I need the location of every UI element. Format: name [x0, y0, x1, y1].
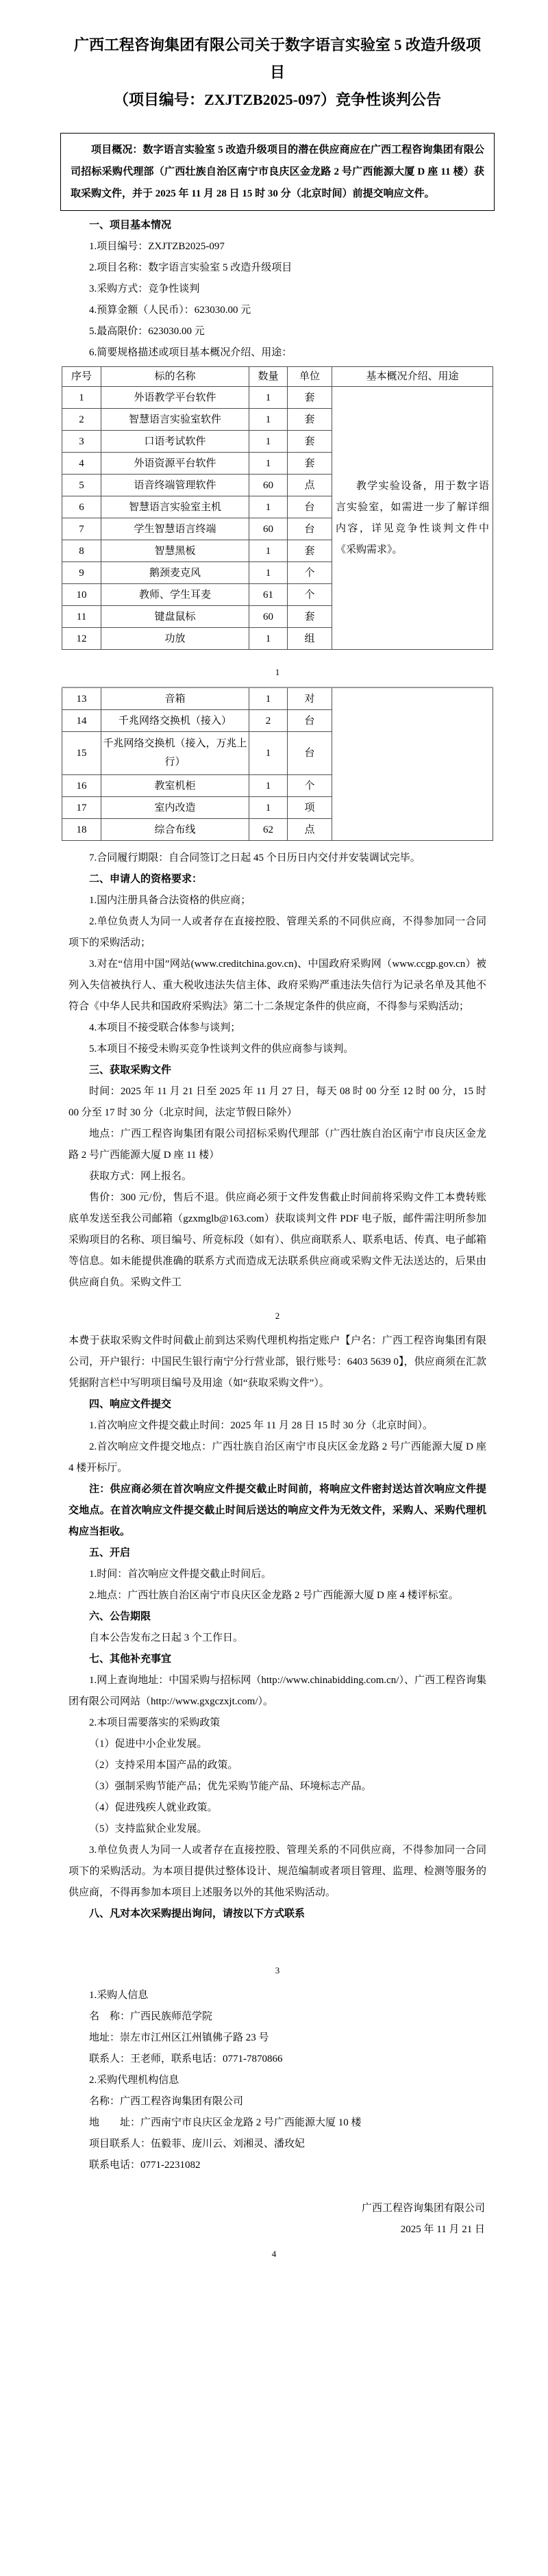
table-header-row [62, 367, 493, 387]
para-obtain-method: 获取方式：网上报名。 [89, 1171, 192, 1182]
para-budget-amount: 4.预算金额（人民币）：623030.00 元 [89, 305, 251, 316]
table-cell-qty: 1 [249, 409, 288, 431]
section-5-heading: 五、开启 [89, 1548, 131, 1558]
table-cell-no: 16 [62, 775, 101, 797]
table-cell-name: 室内改造 [101, 797, 249, 819]
section-8-heading: 八、凡对本次采购提出询问，请按以下方式联系 [89, 1908, 306, 1919]
para-open-place: 2.地点：广西壮族自治区南宁市良庆区金龙路 2 号广西能源大厦 D 座 4 楼评标室。 [89, 1590, 459, 1601]
section-2-heading: 二、申请人的资格要求： [89, 874, 203, 885]
table-cell-name: 学生智慧语言终端 [101, 518, 249, 540]
items-table-page1 [62, 366, 493, 650]
col-header-desc: 基本概况介绍、用途 [332, 367, 493, 387]
para-agent-address: 地 址：广西南宁市良庆区金龙路 2 号广西能源大厦 10 楼 [89, 2117, 362, 2128]
para-price-part2: 本费于获取采购文件时间截止前到达采购代理机构指定账户【户名：广西工程咨询集团有限公司，开户银行：中国民生银行南宁分行营业部，银行账号：6403 5639 0】，供应商须在汇款凭据附言栏中写明项目编号及用途（如“获取采购文件”）。 [68, 1335, 486, 1389]
table-note-text: 教学实验设备，用于数字语言实验室，如需进一步了解详细内容，详见竞争性谈判文件中《采购需求》。 [336, 480, 489, 555]
table-cell-no: 2 [62, 409, 101, 431]
para-buyer-address: 地址：崇左市江州区江州镇佛子路 23 号 [89, 2032, 269, 2043]
para-other-1: 1.网上查询地址：中国采购与招标网（http://www.chinabidding.com.cn/）、广西工程咨询集团有限公司网站（http://www.gxgczxjt.com/）。 [68, 1675, 486, 1707]
table-cell-no: 1 [62, 387, 101, 409]
table-cell-unit: 套 [288, 409, 332, 431]
table-cell-qty: 1 [249, 775, 288, 797]
table-cell-unit: 项 [288, 797, 332, 819]
table-cell-qty: 1 [249, 628, 288, 650]
table-cell-unit: 个 [288, 562, 332, 584]
para-submit-place: 2.首次响应文件提交地点：广西壮族自治区南宁市良庆区金龙路 2 号广西能源大厦 D 座 4 楼开标厅。 [68, 1441, 486, 1474]
table-row [62, 687, 493, 710]
table-cell-name: 教室机柜 [101, 775, 249, 797]
para-policy-2: （2）支持采用本国产品的政策。 [89, 1760, 238, 1771]
table-cell-name: 音箱 [101, 687, 249, 710]
table-cell-unit: 个 [288, 584, 332, 606]
col-header-qty: 数量 [249, 367, 288, 387]
table-cell-unit: 组 [288, 628, 332, 650]
table-cell-qty: 1 [249, 797, 288, 819]
para-open-time: 1.时间：首次响应文件提交截止时间后。 [89, 1569, 272, 1580]
table-cell-unit: 套 [288, 453, 332, 475]
para-agent-name: 名称：广西工程咨询集团有限公司 [89, 2096, 244, 2107]
table-cell-no: 4 [62, 453, 101, 475]
para-price-ceiling: 5.最高限价：623030.00 元 [89, 326, 205, 337]
table-cell-unit: 套 [288, 387, 332, 409]
col-header-name: 标的名称 [101, 367, 249, 387]
table-cell-no: 18 [62, 819, 101, 841]
para-qualification-4: 4.本项目不接受联合体参与谈判； [89, 1022, 241, 1033]
para-other-2: 2.本项目需要落实的采购政策 [89, 1717, 221, 1728]
table-cell-qty: 1 [249, 562, 288, 584]
page-number-3: 3 [275, 1965, 280, 1975]
para-spec-intro: 6.简要规格描述或项目基本概况介绍、用途： [89, 347, 292, 358]
table-cell-unit: 点 [288, 819, 332, 841]
project-overview-text: 项目概况：数字语言实验室 5 改造升级项目的潜在供应商应在广西工程咨询集团有限公司招标采购代理部（广西壮族自治区南宁市良庆区金龙路 2 号广西能源大厦 D 座 11 楼）获取采购文件，并于 2025 年 11 月 28 日 15 时 30 分（北京时间）前提交响应文件。 [71, 144, 484, 199]
table-cell-qty: 1 [249, 453, 288, 475]
section-4-heading: 四、响应文件提交 [89, 1399, 172, 1410]
para-policy-3: （3）强制采购节能产品；优先采购节能产品、环境标志产品。 [89, 1781, 372, 1792]
items-table-page2 [62, 687, 493, 841]
para-qualification-3: 3.对在“信用中国”网站(www.creditchina.gov.cn)、中国政府采购网（www.ccgp.gov.cn）被列入失信被执行人、重大税收违法失信主体、政府采购严重违法失信行为记录名单及其他不符合《中华人民共和国政府采购法》第二十二条规定条件的供应商，不得参与采购活动； [68, 959, 486, 1012]
para-policy-1: （1）促进中小企业发展。 [89, 1739, 208, 1750]
para-submit-note: 注：供应商必须在首次响应文件提交截止时间前，将响应文件密封送达首次响应文件提交地点。在首次响应文件提交截止时间后送达的响应文件为无效文件，采购人、采购代理机构应当拒收。 [68, 1484, 486, 1537]
section-7-heading: 七、其他补充事宜 [89, 1654, 172, 1665]
para-project-name: 2.项目名称：数字语言实验室 5 改造升级项目 [89, 262, 292, 273]
para-price-part1: 售价：300 元/份，售后不退。供应商必须于文件发售截止时间前将采购文件工本费转账底单发送至我公司邮箱（gzxmglb@163.com）获取谈判文件 PDF 电子版，邮件需注明所参加采购项目的名称、项目编号、所竞标段（如有）、供应商联系人、联系电话、传真、电子邮箱等信息。如未能提供准确的联系方式而造成无法联系供应商或采购文件无法送达的，后果由供应商自负。采购文件工 [68, 1192, 486, 1288]
table-cell-unit: 套 [288, 540, 332, 562]
section-6-heading: 六、公告期限 [89, 1611, 151, 1622]
table-cell-name: 外语资源平台软件 [101, 453, 249, 475]
table-cell-no: 7 [62, 518, 101, 540]
para-contract-term: 7.合同履行期限：自合同签订之日起 45 个日历日内交付并安装调试完毕。 [89, 853, 421, 863]
col-header-seq: 序号 [62, 367, 101, 387]
table-cell-no: 3 [62, 431, 101, 453]
table-cell-no: 17 [62, 797, 101, 819]
section-1-heading: 一、项目基本情况 [89, 220, 172, 231]
table-cell-no: 8 [62, 540, 101, 562]
table-note-cell [332, 387, 493, 650]
table-cell-no: 11 [62, 606, 101, 628]
page-number-1: 1 [275, 667, 280, 677]
para-buyer-heading: 1.采购人信息 [89, 1990, 149, 2001]
table-cell-unit: 台 [288, 518, 332, 540]
table-cell-name: 综合布线 [101, 819, 249, 841]
table-note-cell-empty [332, 687, 493, 841]
table-cell-no: 6 [62, 496, 101, 518]
para-procurement-method: 3.采购方式：竞争性谈判 [89, 283, 200, 294]
para-agent-phone: 联系电话：0771-2231082 [89, 2160, 201, 2171]
para-other-3: 3.单位负责人为同一人或者存在直接控股、管理关系的不同供应商，不得参加同一合同项下的采购活动。为本项目提供过整体设计、规范编制或者项目管理、监理、检测等服务的供应商，不得再参加本项目上述服务以外的其他采购活动。 [68, 1845, 486, 1898]
table-cell-name: 功放 [101, 628, 249, 650]
para-obtain-place: 地点：广西工程咨询集团有限公司招标采购代理部（广西壮族自治区南宁市良庆区金龙路 2 号广西能源大厦 D 座 11 楼） [68, 1128, 486, 1161]
para-submit-deadline: 1.首次响应文件提交截止时间：2025 年 11 月 28 日 15 时 30 分（北京时间）。 [89, 1420, 433, 1431]
para-qualification-2: 2.单位负责人为同一人或者存在直接控股、管理关系的不同供应商，不得参加同一合同项下的采购活动； [68, 916, 486, 948]
table-cell-qty: 60 [249, 518, 288, 540]
signature-company: 广西工程咨询集团有限公司 [361, 2203, 485, 2214]
table-cell-name: 外语教学平台软件 [101, 387, 249, 409]
section-3-heading: 三、获取采购文件 [89, 1065, 172, 1076]
table-cell-unit: 台 [288, 732, 332, 775]
table-cell-no: 9 [62, 562, 101, 584]
table-cell-qty: 60 [249, 475, 288, 496]
para-obtain-time: 时间：2025 年 11 月 21 日至 2025 年 11 月 27 日，每天 08 时 00 分至 12 时 00 分，15 时 00 分至 17 时 30 分（北京时间，法定节假日除外） [68, 1086, 486, 1118]
table-cell-unit: 个 [288, 775, 332, 797]
table-cell-no: 12 [62, 628, 101, 650]
table-cell-name: 智慧黑板 [101, 540, 249, 562]
table-cell-qty: 61 [249, 584, 288, 606]
para-qualification-1: 1.国内注册具备合法资格的供应商； [89, 895, 251, 906]
table-cell-name: 千兆网络交换机（接入，万兆上行） [101, 732, 249, 775]
table-cell-name: 语音终端管理软件 [101, 475, 249, 496]
para-notice-period: 自本公告发布之日起 3 个工作日。 [89, 1632, 244, 1643]
title-line-2: （项目编号：ZXJTZB2025-097）竞争性谈判公告 [114, 91, 441, 108]
table-cell-no: 13 [62, 687, 101, 710]
table-cell-qty: 1 [249, 496, 288, 518]
table-cell-unit: 台 [288, 496, 332, 518]
table-cell-name: 智慧语言实验室主机 [101, 496, 249, 518]
table-cell-name: 教师、学生耳麦 [101, 584, 249, 606]
table-cell-qty: 1 [249, 732, 288, 775]
table-cell-no: 5 [62, 475, 101, 496]
table-cell-no: 14 [62, 710, 101, 732]
signature-date: 2025 年 11 月 21 日 [400, 2224, 485, 2235]
table-cell-qty: 1 [249, 540, 288, 562]
table-cell-no: 10 [62, 584, 101, 606]
table-cell-unit: 对 [288, 687, 332, 710]
table-cell-unit: 套 [288, 606, 332, 628]
para-buyer-contact: 联系人：王老师，联系电话：0771-7870866 [89, 2054, 283, 2064]
table-cell-qty: 60 [249, 606, 288, 628]
table-cell-name: 千兆网络交换机（接入） [101, 710, 249, 732]
para-buyer-name: 名 称：广西民族师范学院 [89, 2011, 213, 2022]
title-line-1: 广西工程咨询集团有限公司关于数字语言实验室 5 改造升级项目 [73, 36, 481, 81]
col-header-unit: 单位 [288, 367, 332, 387]
table-cell-no: 15 [62, 732, 101, 775]
table-cell-qty: 62 [249, 819, 288, 841]
table-cell-unit: 套 [288, 431, 332, 453]
para-project-number: 1.项目编号：ZXJTZB2025-097 [89, 241, 225, 252]
table-cell-name: 智慧语言实验室软件 [101, 409, 249, 431]
table-cell-unit: 点 [288, 475, 332, 496]
para-agent-heading: 2.采购代理机构信息 [89, 2075, 179, 2086]
table-cell-unit: 台 [288, 710, 332, 732]
table-cell-qty: 1 [249, 687, 288, 710]
page-number-4: 4 [271, 2249, 277, 2259]
table-row [62, 387, 493, 409]
para-policy-5: （5）支持监狱企业发展。 [89, 1823, 208, 1834]
table-cell-name: 键盘鼠标 [101, 606, 249, 628]
table-cell-name: 鹅颈麦克风 [101, 562, 249, 584]
table-cell-qty: 1 [249, 431, 288, 453]
project-overview-box [60, 133, 495, 211]
para-policy-4: （4）促进残疾人就业政策。 [89, 1802, 218, 1813]
table-cell-qty: 2 [249, 710, 288, 732]
page-number-2: 2 [275, 1311, 280, 1321]
table-cell-name: 口语考试软件 [101, 431, 249, 453]
document-title [68, 31, 486, 114]
para-agent-contact: 项目联系人：伍毅菲、庞川云、刘湘灵、潘玫妃 [89, 2138, 306, 2149]
table-cell-qty: 1 [249, 387, 288, 409]
para-qualification-5: 5.本项目不接受未购买竞争性谈判文件的供应商参与谈判。 [89, 1044, 354, 1055]
